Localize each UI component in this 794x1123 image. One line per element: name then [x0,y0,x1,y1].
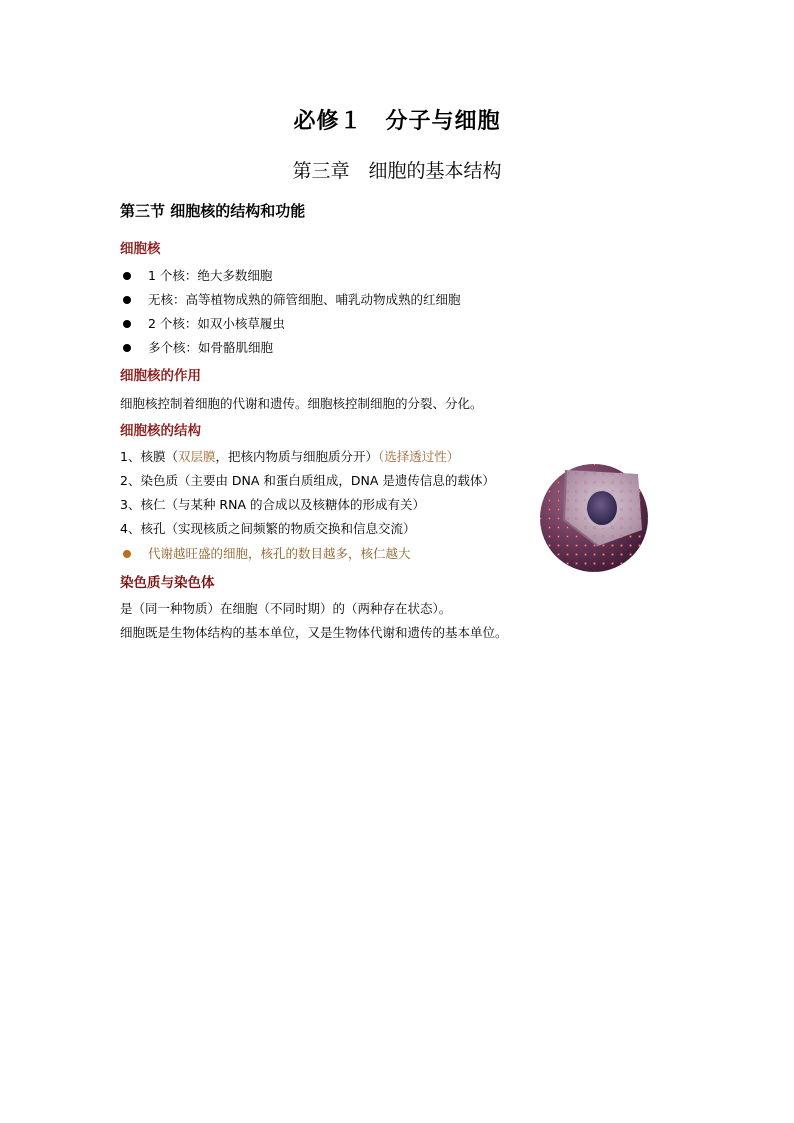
list-item-text: 1 个核：绝大多数细胞 [148,268,273,283]
item-text: 1、核膜（ [120,449,178,464]
bullet-icon [123,296,131,304]
cell-nucleus-illustration [536,460,652,576]
nucleus-heading: 细胞核 [120,241,161,257]
bullet-icon [123,272,131,280]
bullet-icon [123,344,131,352]
main-title: 必修１ 分子与细胞 [293,109,501,134]
structure-item-3: 3、核仁（与某种 RNA 的合成以及核糖体的形成有关） [120,497,425,512]
structure-item-2: 2、染色质（主要由 DNA 和蛋白质组成，DNA 是遗传信息的载体） [120,473,495,488]
chapter-title: 第三章 细胞的基本结构 [292,160,502,182]
list-item-text: 多个核：如骨骼肌细胞 [148,340,274,355]
note-text: 代谢越旺盛的细胞，核孔的数目越多，核仁越大 [148,546,411,561]
item-text: ，把核内物质与细胞质分开） [215,449,378,464]
chromatin-line-2: 细胞既是生物体结构的基本单位，又是生物体代谢和遗传的基本单位。 [120,625,508,640]
list-item-text: 无核：高等植物成熟的筛管细胞、哺乳动物成熟的红细胞 [148,292,461,307]
highlight-text: （选择透过性） [377,449,460,464]
bullet-icon [123,320,131,328]
function-text: 细胞核控制着细胞的代谢和遗传。细胞核控制细胞的分裂、分化。 [120,396,483,411]
bullet-icon [123,550,131,558]
highlight-text: 双层膜 [177,449,216,464]
function-heading: 细胞核的作用 [120,368,201,384]
chromatin-heading: 染色质与染色体 [120,575,215,591]
section-title: 第三节 细胞核的结构和功能 [120,202,306,220]
list-item-text: 2 个核：如双小核草履虫 [148,316,285,331]
structure-heading: 细胞核的结构 [120,423,201,439]
chromatin-line-1: 是（同一种物质）在细胞（不同时期）的（两种存在状态）。 [120,601,452,616]
structure-item-1 [120,449,459,465]
structure-item-4: 4、核孔（实现核质之间频繁的物质交换和信息交流） [120,521,416,536]
